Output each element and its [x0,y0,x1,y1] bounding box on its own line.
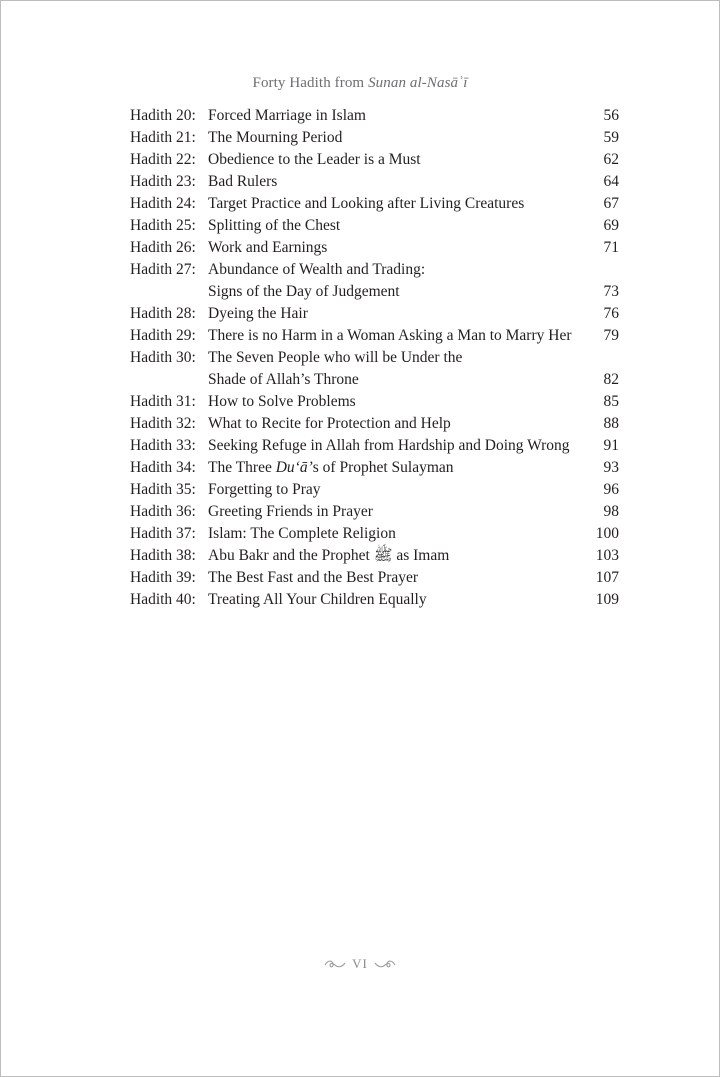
toc-entry-page: 69 [603,217,619,234]
left-flourish-icon [324,958,346,970]
toc-entry [130,171,619,193]
toc-entry-title: Forced Marriage in Islam [208,107,366,124]
toc-entry-number: Hadith 37: [130,525,196,542]
toc-entry-title: Work and Earnings [208,239,328,256]
toc-entry-number: Hadith 32: [130,415,196,432]
toc-entry [130,193,619,215]
toc-entry-title: Obedience to the Leader is a Must [208,151,421,168]
toc-entry-title: Splitting of the Chest [208,217,341,234]
toc-entry-title: What to Recite for Protection and Help [208,415,451,432]
toc-entry [130,413,619,435]
toc-entry-page: 93 [603,459,619,476]
toc-entry-page: 100 [595,525,619,542]
toc-entry-page: 109 [595,591,619,608]
table-of-contents [130,105,619,611]
toc-entry-number: Hadith 30: [130,349,196,366]
toc-entry-page: 62 [603,151,619,168]
toc-entry-title: Greeting Friends in Prayer [208,503,373,520]
toc-entry-number: Hadith 27: [130,261,196,278]
page-number: VI [352,956,368,971]
toc-entry-number: Hadith 36: [130,503,196,520]
toc-entry-title: The Best Fast and the Best Prayer [208,569,419,586]
toc-entry-number: Hadith 31: [130,393,196,410]
toc-entry-title: The Seven People who will be Under the [208,349,463,366]
toc-entry [130,435,619,457]
toc-entry [130,589,619,611]
toc-entry-title: Bad Rulers [208,173,278,190]
toc-entry-page: 96 [603,481,619,498]
toc-entry-number: Hadith 39: [130,569,196,586]
running-head [1,75,719,92]
toc-entry-title: Forgetting to Pray [208,481,321,498]
right-flourish-icon [374,958,396,970]
toc-entry-title: Islam: The Complete Religion [208,525,396,542]
toc-entry-title: Shade of Allah’s Throne [208,371,359,388]
toc-entry-title: Dyeing the Hair [208,305,308,322]
toc-entry [130,215,619,237]
toc-entry-title: Treating All Your Children Equally [208,591,427,608]
running-head-prefix: Forty Hadith from [252,75,369,91]
toc-entry [130,457,619,479]
toc-entry [130,325,619,347]
toc-entry-page: 79 [603,327,619,344]
toc-entry [130,391,619,413]
toc-entry [130,501,619,523]
toc-entry-page: 64 [603,173,619,190]
page-footer [1,956,719,972]
toc-entry-title: Abu Bakr and the Prophet ﷺ as Imam [208,547,450,564]
toc-entry-title: The Mourning Period [208,129,343,146]
toc-entry-page: 103 [595,547,619,564]
toc-entry-page: 59 [603,129,619,146]
toc-entry-number: Hadith 28: [130,305,196,322]
toc-entry [130,149,619,171]
toc-entry-title: Abundance of Wealth and Trading: [208,261,426,278]
toc-entry [130,479,619,501]
toc-entry [130,259,619,303]
toc-entry-title: The Three Du‘ā’s of Prophet Sulayman [208,459,454,476]
toc-entry-page: 107 [595,569,619,586]
toc-entry-page: 73 [603,283,619,300]
toc-entry-number: Hadith 38: [130,547,196,564]
toc-entry-title: How to Solve Problems [208,393,356,410]
toc-entry [130,127,619,149]
toc-entry-page: 82 [603,371,619,388]
toc-entry [130,303,619,325]
toc-entry-number: Hadith 33: [130,437,196,454]
toc-entry-page: 56 [603,107,619,124]
toc-entry-number: Hadith 20: [130,107,196,124]
toc-entry-page: 67 [603,195,619,212]
toc-entry-number: Hadith 34: [130,459,196,476]
toc-entry-title: There is no Harm in a Woman Asking a Man to Marry Her [208,327,572,344]
toc-entry-title: Signs of the Day of Judgement [208,283,400,300]
toc-entry-page: 91 [603,437,619,454]
running-head-book-title: Sunan al-Nasāʾī [368,75,468,91]
toc-entry [130,567,619,589]
toc-entry-page: 71 [603,239,619,256]
toc-entry-number: Hadith 24: [130,195,196,212]
toc-entry-page: 76 [603,305,619,322]
toc-entry-page: 85 [603,393,619,410]
toc-entry [130,237,619,259]
toc-entry-number: Hadith 35: [130,481,196,498]
toc-entry-title: Seeking Refuge in Allah from Hardship and Doing Wrong [208,437,570,454]
toc-entry [130,545,619,567]
toc-entry-number: Hadith 22: [130,151,196,168]
toc-entry [130,523,619,545]
toc-entry [130,347,619,391]
toc-entry-number: Hadith 40: [130,591,196,608]
toc-entry [130,105,619,127]
toc-entry-number: Hadith 23: [130,173,196,190]
toc-entry-number: Hadith 21: [130,129,196,146]
toc-entry-number: Hadith 25: [130,217,196,234]
toc-entry-page: 98 [603,503,619,520]
toc-entry-number: Hadith 29: [130,327,196,344]
toc-entry-number: Hadith 26: [130,239,196,256]
toc-entry-title: Target Practice and Looking after Living Creatures [208,195,525,212]
toc-entry-page: 88 [603,415,619,432]
